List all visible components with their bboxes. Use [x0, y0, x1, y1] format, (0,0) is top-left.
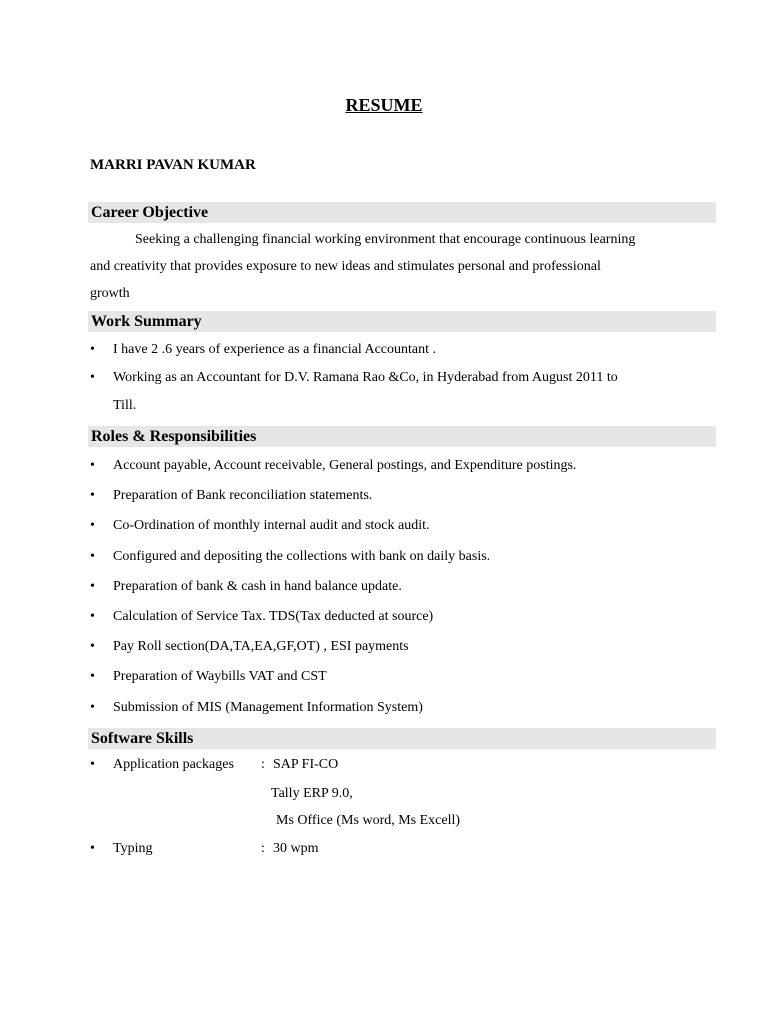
list-item: • Preparation of bank & cash in hand balance update. [90, 575, 690, 605]
list-item: • Preparation of Bank reconciliation statements. [90, 484, 690, 514]
bullet-icon: • [90, 458, 95, 473]
skill-colon: : [261, 757, 265, 772]
bullet-icon: • [90, 548, 95, 564]
skill-value: Ms Office (Ms word, Ms Excell) [276, 813, 461, 828]
list-item: • Configured and depositing the collections with bank on daily basis. [90, 545, 690, 575]
bullet-icon: • [90, 669, 95, 685]
bullet-icon: • [90, 578, 95, 594]
bullet-icon: • [90, 342, 95, 357]
skill-label: Application packages [113, 757, 234, 772]
bullet-icon: • [90, 488, 95, 504]
section-heading-career-objective: Career Objective [88, 202, 716, 223]
list-item: • Co-Ordination of monthly internal audit and stock audit. [90, 514, 690, 544]
skill-label: Typing [113, 841, 153, 856]
skill-colon: : [261, 841, 265, 856]
list-item: • I have 2 .6 years of experience as a financial Accountant . [90, 336, 690, 364]
list-item: • Submission of MIS (Management Information System) [90, 696, 690, 726]
work-summary-list [90, 336, 690, 420]
roles-list [90, 454, 690, 726]
career-objective-line: Seeking a challenging financial working environment that encourage continuous learning [135, 232, 636, 247]
skill-value: 30 wpm [273, 841, 319, 856]
section-heading-roles: Roles & Responsibilities [88, 426, 716, 447]
bullet-icon: • [90, 608, 95, 624]
list-item-continuation: Till. [113, 398, 137, 413]
list-item: • Pay Roll section(DA,TA,EA,GF,OT) , ESI payments [90, 635, 690, 665]
section-heading-software-skills: Software Skills [88, 728, 716, 749]
skill-value: SAP FI-CO [273, 757, 339, 772]
bullet-icon: • [90, 639, 95, 655]
career-objective-line: and creativity that provides exposure to new ideas and stimulates personal and professional [90, 259, 601, 274]
bullet-icon: • [90, 841, 95, 856]
bullet-icon: • [90, 518, 95, 534]
bullet-icon: • [90, 757, 95, 772]
page-title: RESUME [345, 95, 423, 115]
list-item: • Calculation of Service Tax. TDS(Tax deducted at source) [90, 605, 690, 635]
career-objective-line: growth [90, 286, 130, 301]
list-item: • Preparation of Waybills VAT and CST [90, 665, 690, 695]
list-item: • Working as an Accountant for D.V. Ramana Rao &Co, in Hyderabad from August 2011 to [90, 364, 690, 392]
skill-value: Tally ERP 9.0, [271, 786, 353, 801]
section-heading-work-summary: Work Summary [88, 311, 716, 332]
bullet-icon: • [90, 699, 95, 715]
list-item: • Account payable, Account receivable, General postings, and Expenditure postings. [90, 454, 690, 484]
candidate-name: MARRI PAVAN KUMAR [90, 157, 256, 173]
bullet-icon: • [90, 370, 95, 385]
career-objective-text [90, 226, 680, 307]
